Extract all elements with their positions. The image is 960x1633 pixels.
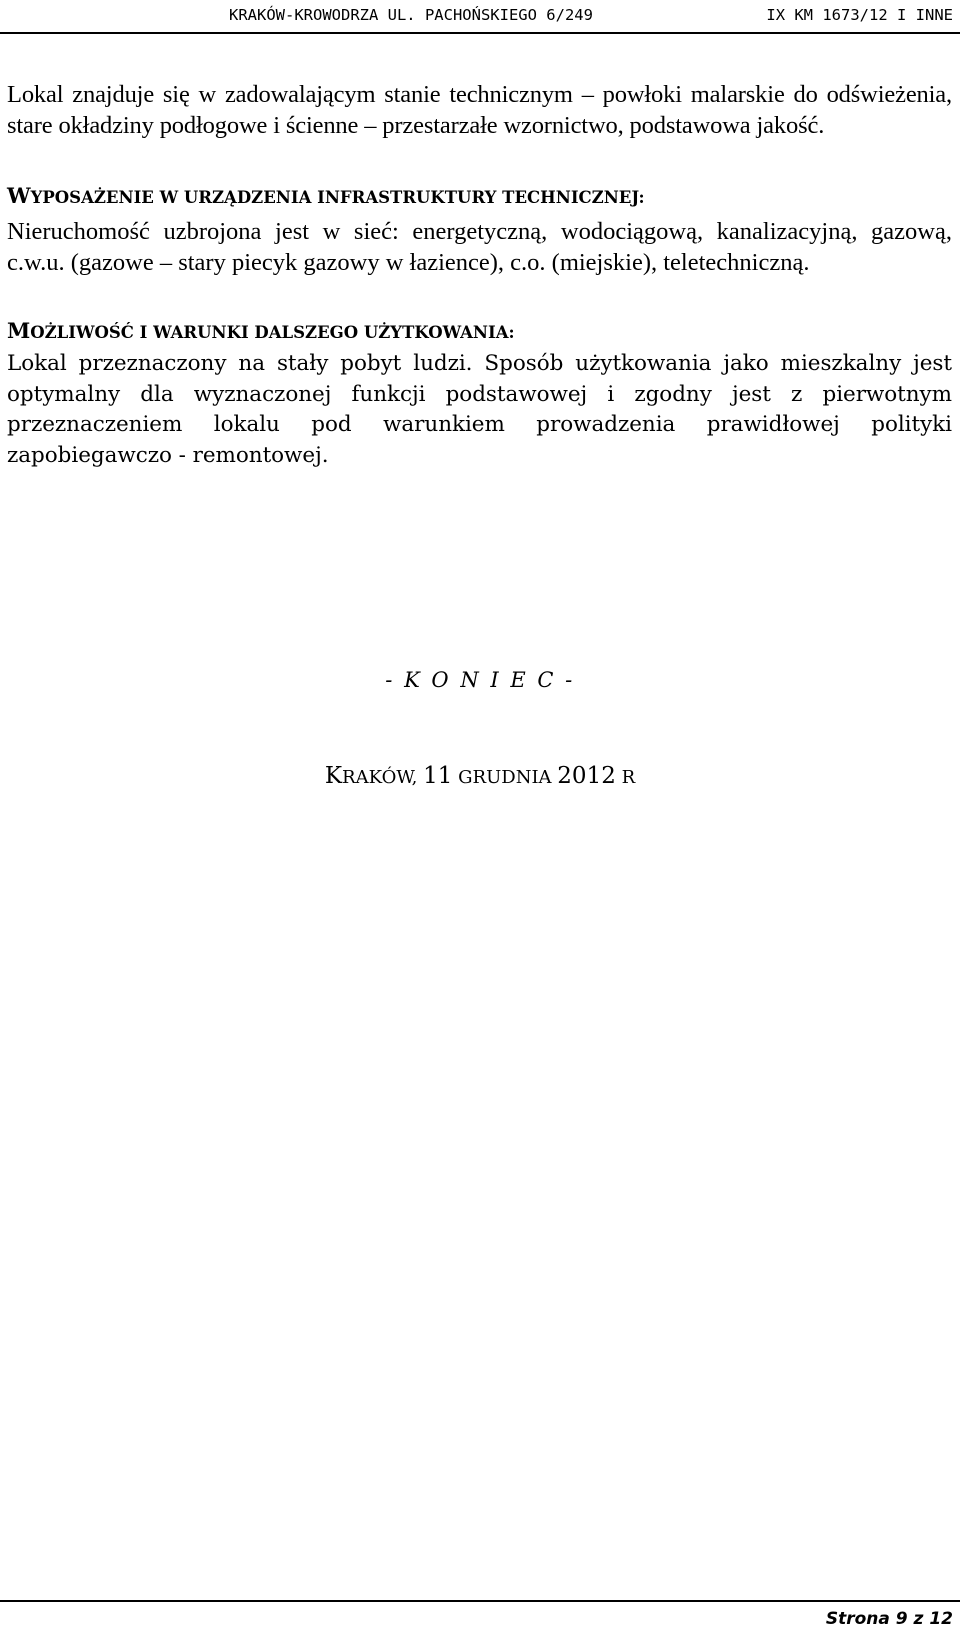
page-number: Strona 9 z 12 (825, 1609, 953, 1629)
usage-heading-rest: OŻLIWOŚĆ I WARUNKI DALSZEGO UŻYTKOWANIA: (30, 323, 515, 342)
document-content (7, 80, 952, 471)
city-rest: RAKÓW, (342, 767, 418, 788)
condition-paragraph: Lokal znajduje się w zadowalającym stanie technicznym – powłoki malarskie do odświeżenia, stare okładziny podłogowe i ścienne – przestarzałe wzornictwo, podstawowa jakość. (7, 81, 952, 139)
date-suffix: R (621, 767, 636, 788)
end-marker: - K O N I E C - (385, 668, 575, 692)
footer-rule (0, 1600, 960, 1602)
place-and-date (0, 765, 960, 788)
date-day: 11 (423, 763, 453, 789)
city-initial: K (324, 763, 343, 789)
date-year: 2012 (557, 763, 616, 789)
technical-heading-rest: YPOSAŻENIE W URZĄDZENIA INFRASTRUKTURY TECHNICZNEJ: (30, 188, 645, 207)
header-address: KRAKÓW-KROWODRZA UL. PACHOŃSKIEGO 6/249 (229, 6, 593, 24)
usage-conditions-heading (7, 320, 952, 344)
page-footer (0, 1600, 960, 1633)
date-month: GRUDNIA (458, 767, 552, 788)
header-case-number: IX KM 1673/12 I INNE (766, 6, 953, 24)
technical-heading-initial: W (7, 183, 31, 208)
page-header (0, 0, 960, 34)
usage-heading-initial: M (7, 318, 31, 343)
usage-conditions-paragraph: Lokal przeznaczony na stały pobyt ludzi. Sposób użytkowania jako mieszkalny jest optymalny dla wyznaczonej funkcji podstawowej i zgodny jest z pierwotnym przeznaczeniem lokalu pod warunkiem prowadzenia prawidłowej polityki zapobiegawczo - remontowej. (7, 351, 952, 468)
technical-equipment-paragraph: Nieruchomość uzbrojona jest w sieć: energetyczną, wodociągową, kanalizacyjną, gazową, c.w.u. (gazowe – stary piecyk gazowy w łazience), c.o. (miejskie), teletechniczną. (7, 218, 952, 276)
technical-equipment-heading (7, 185, 952, 209)
